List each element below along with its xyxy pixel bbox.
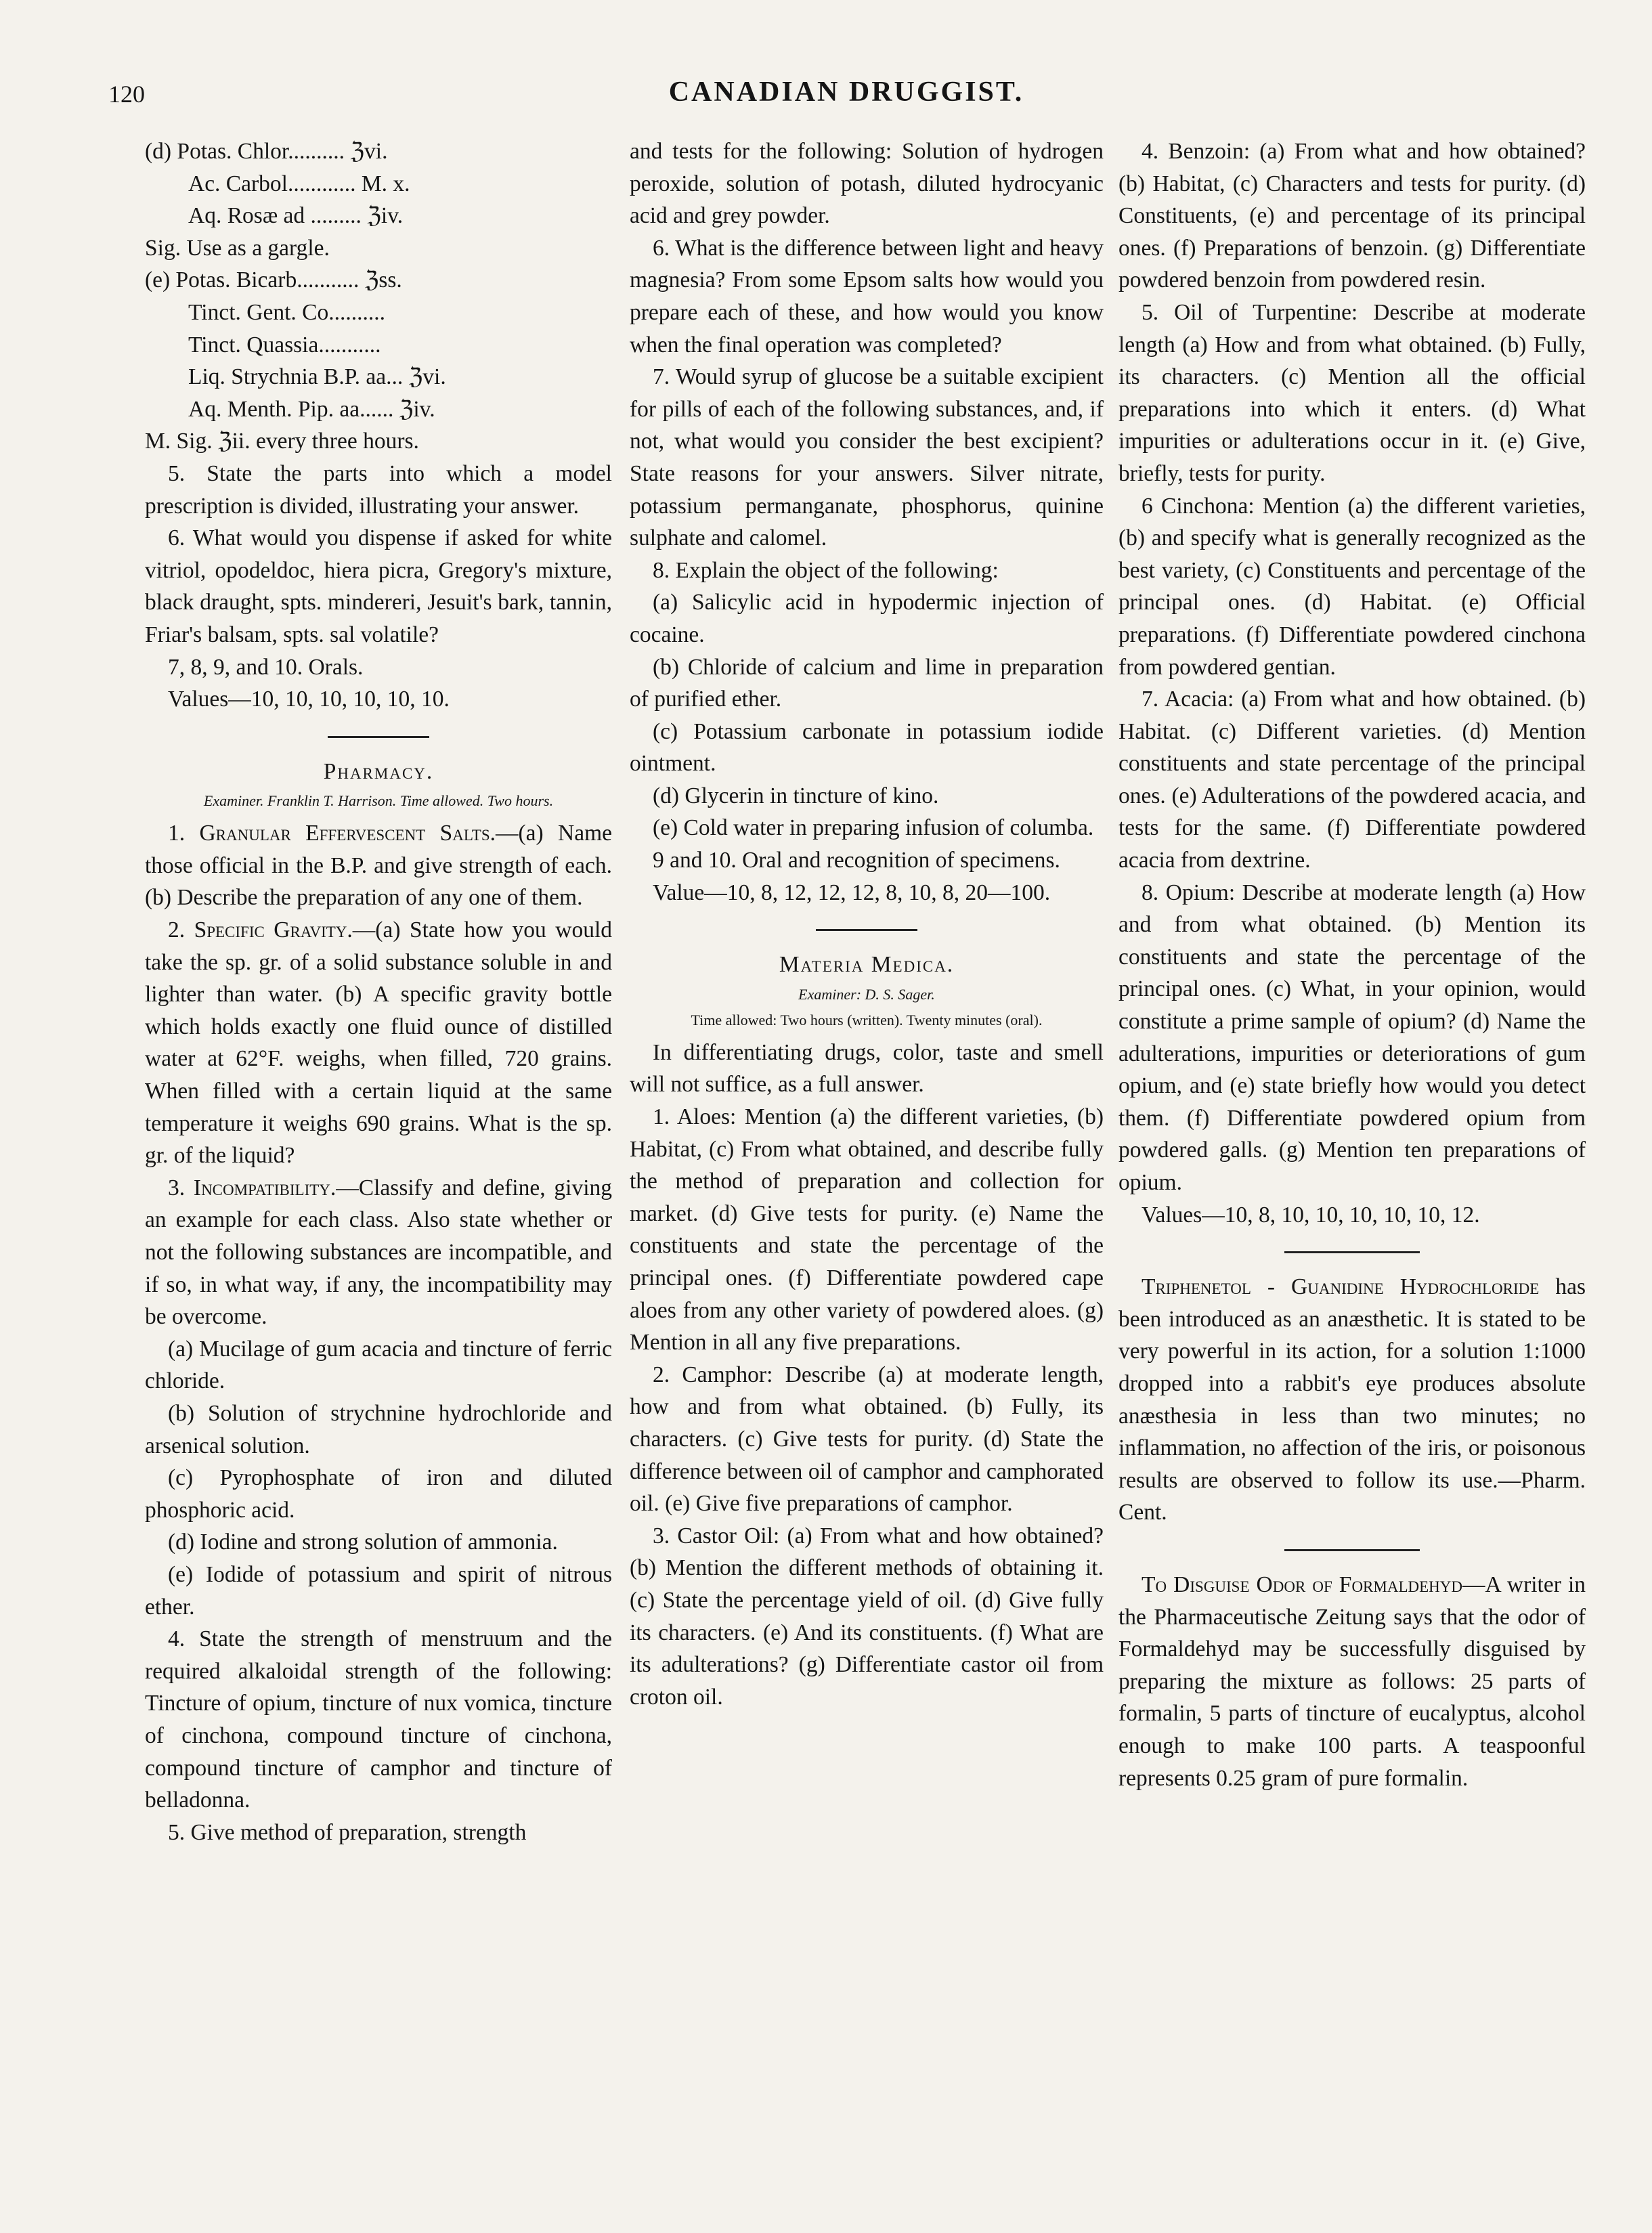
rx-line: Aq. Rosæ ad ......... ℨiv.: [188, 203, 404, 229]
sub-item: (d) Iodine and strong solution of ammonia.: [168, 1530, 558, 1555]
running-title: CANADIAN DRUGGIST.: [668, 77, 1024, 108]
sub-item: (b) Chloride of calcium and lime in preparation of purified ether.: [630, 654, 1104, 712]
rx-line: Tinct. Gent. Co..........: [188, 299, 385, 325]
pharmacy-question-5: 5. Give method of preparation, strength: [168, 1819, 527, 1845]
values-line: Values—10, 8, 10, 10, 10, 10, 10, 12.: [1142, 1202, 1480, 1228]
sub-item: (a) Mucilage of gum acacia and tincture of ferric chloride.: [145, 1336, 612, 1394]
materia-question-8: 8. Opium: Describe at moderate length (a) How and from what obtained. (b) Mention its constituents and state the percentage of the principal ones. (c) What, in your opinion, would constitute a prime sample of opium? (d) Name the adulterations, impurities or deteriorations of gum opium, and (e) state briefly how would you detect them. (f) Differentiate powdered opium from powdered galls. (g) Mention ten preparations of opium.: [1118, 880, 1586, 1195]
rx-line: Sig. Use as a gargle.: [145, 235, 330, 261]
rx-line: (d) Potas. Chlor.......... ℨvi.: [145, 139, 388, 164]
materia-question-4: 4. Benzoin: (a) From what and how obtained? (b) Habitat, (c) Characters and tests for purity. (d) Constituents, (e) and percentage of its principal ones. (f) Preparations of benzoin. (g) Differentiate powdered benzoin from powdered resin.: [1118, 139, 1586, 293]
pharmacy-question-1: [145, 817, 612, 914]
pharmacy-question-4: 4. State the strength of menstruum and the required alkaloidal strength of the following: Tincture of opium, tincture of nux vomica, tincture of cinchona, compound tincture of cinchona, compound tincture of camphor and tincture of belladonna.: [145, 1626, 612, 1813]
rx-line: Ac. Carbol............ M. x.: [188, 171, 410, 196]
question-heading: 2. Specific Gravity.: [168, 917, 353, 943]
article-heading: Triphenetol - Guanidine Hydrochloride: [1142, 1274, 1540, 1300]
column-2: [630, 135, 1104, 1713]
sub-item: (b) Solution of strychnine hydrochloride and arsenical solution.: [145, 1400, 612, 1458]
column-1: [145, 135, 612, 1848]
materia-question-5: 5. Oil of Turpentine: Describe at moderate length (a) How and from what obtained. (b) Fully, its characters. (c) Mention all the official preparations into which it enters. (d) What impurities or adulterations occur in it. (e) Give, briefly, tests for purity.: [1118, 299, 1586, 486]
orals-note: 7, 8, 9, and 10. Orals.: [168, 654, 364, 680]
question-5-continued: and tests for the following: Solution of hydrogen peroxide, solution of potash, diluted hydrocyanic acid and grey powder.: [630, 139, 1104, 229]
prescription-e: [145, 264, 612, 458]
article-text: has been introduced as an anæsthetic. It is stated to be very powerful in its action, for a solution 1:1000 dropped into a rabbit's eye produces absolute anæsthesia in less than two minutes; no inflammation, no affection of the iris, or poisonous results are observed to follow its use.—Pharm. Cent.: [1118, 1274, 1586, 1525]
materia-question-7: 7. Acacia: (a) From what and how obtained. (b) Habitat. (c) Different varieties. (d) Mention constituents and state percentage of the principal ones. (e) Adulterations of the powdered acacia, and tests for the same. (f) Differentiate powdered acacia from dextrine.: [1118, 687, 1586, 873]
rx-line: (e) Potas. Bicarb........... ℨss.: [145, 267, 402, 293]
materia-medica-intro: In differentiating drugs, color, taste and smell will not suffice, as a full answer.: [630, 1039, 1104, 1098]
section-divider: [1284, 1549, 1420, 1551]
article-text: —A writer in the Pharmaceutische Zeitung says that the odor of Formaldehyd may be successfully disguised by preparing the mixture as follows: 25 parts of formalin, 5 parts of tincture of eucalyptus, alcohol enough to make 100 parts. A teaspoonful represents 0.25 gram of pure formalin.: [1118, 1571, 1586, 1791]
pharmacy-question-3: [145, 1172, 612, 1333]
section-title-materia-medica: Materia Medica.: [779, 952, 955, 978]
materia-question-1: 1. Aloes: Mention (a) the different varieties, (b) Habitat, (c) From what obtained, and describe fully the method of preparation and collection for market. (d) Give tests for purity. (e) Name the constituents and state the percentage of the principal ones. (f) Differentiate powdered cape aloes from any other variety of powdered aloes. (g) Mention in all any five preparations.: [630, 1104, 1104, 1356]
question-text: —(a) State how you would take the sp. gr. of a solid substance soluble in and lighter than water. (b) A specific gravity bottle which holds exactly one fluid ounce of distilled water at 62°F. weighs, when filled, 720 grains. When filled with a certain liquid at the same temperature it weighs 690 grains. What is the sp. gr. of the liquid?: [145, 917, 612, 1169]
question-5: 5. State the parts into which a model prescription is divided, illustrating your answer.: [145, 460, 612, 519]
materia-question-2: 2. Camphor: Describe (a) at moderate length, how and from what obtained. (b) Fully, its characters. (c) Give tests for purity. (d) State the difference between oil of camphor and camphorated oil. (e) Give five preparations of camphor.: [630, 1362, 1104, 1517]
question-heading: 3. Incompatibility.: [168, 1175, 336, 1200]
pharmacy-question-9: 9 and 10. Oral and recognition of specimens.: [653, 848, 1060, 873]
page-number: 120: [108, 81, 145, 108]
sub-item: (a) Salicylic acid in hypodermic injection of cocaine.: [630, 590, 1104, 647]
time-allowed-line: Time allowed: Two hours (written). Twenty minutes (oral).: [691, 1011, 1043, 1028]
column-3: [1118, 135, 1586, 1794]
materia-question-6: 6 Cinchona: Mention (a) the different varieties, (b) and specify what is generally recognized as the best variety, (c) Constituents and percentage of the principal ones. (d) Habitat. (e) Official preparations. (f) Differentiate powdered cinchona from powdered gentian.: [1118, 493, 1586, 680]
rx-line: M. Sig. ℨii. every three hours.: [145, 429, 419, 454]
rx-line: Tinct. Quassia...........: [188, 332, 381, 357]
question-text: —(a) Name those official in the B.P. and give strength of each. (b) Describe the preparation of any one of them.: [145, 821, 613, 911]
sub-item: (c) Potassium carbonate in potassium iodide ointment.: [630, 718, 1104, 777]
question-heading: 1. Granular Effervescent Salts.: [168, 821, 496, 846]
page-header: [108, 76, 1584, 116]
section-divider: [328, 736, 429, 738]
values-line: Values—10, 10, 10, 10, 10, 10.: [168, 687, 450, 712]
materia-question-3: 3. Castor Oil: (a) From what and how obtained? (b) Mention the different methods of obtaining it. (c) State the percentage yield of oil. (d) Give fully its characters. (e) And its constituents. (f) What are its adulterations? (g) Differentiate castor oil from croton oil.: [630, 1523, 1104, 1710]
question-text: —Classify and define, giving an example for each class. Also state whether or not the following substances are incompatible, and if so, in what way, if any, the incompatibility may be overcome.: [145, 1175, 613, 1330]
section-divider: [1284, 1251, 1420, 1253]
article-triphenetol: [1118, 1271, 1586, 1529]
question-6: 6. What would you dispense if asked for white vitriol, opodeldoc, hiera picra, Gregory's mixture, black draught, spts. mindereri, Jesuit's bark, tannin, Friar's balsam, spts. sal volatile?: [145, 525, 612, 647]
examiner-line: Examiner. Franklin T. Harrison. Time allowed. Two hours.: [203, 792, 554, 810]
pharmacy-question-6: 6. What is the difference between light and heavy magnesia? From some Epsom salts how would you prepare each of these, and how would you know when the final operation was completed?: [630, 235, 1104, 357]
sub-item: (e) Iodide of potassium and spirit of nitrous ether.: [145, 1561, 612, 1620]
values-line: Value—10, 8, 12, 12, 12, 8, 10, 8, 20—100.: [653, 880, 1051, 905]
rx-line: Aq. Menth. Pip. aa...... ℨiv.: [188, 396, 435, 422]
article-heading: To Disguise Odor of Formaldehyd: [1142, 1571, 1462, 1597]
rx-line: Liq. Strychnia B.P. aa... ℨvi.: [188, 364, 446, 390]
section-title-pharmacy: Pharmacy.: [323, 758, 434, 784]
sub-item: (e) Cold water in preparing infusion of columba.: [653, 815, 1094, 841]
pharmacy-question-2: [145, 914, 612, 1172]
sub-item: (c) Pyrophosphate of iron and diluted phosphoric acid.: [145, 1465, 612, 1523]
pharmacy-question-8: 8. Explain the object of the following:: [653, 557, 999, 583]
prescription-d: [145, 135, 612, 264]
sub-item: (d) Glycerin in tincture of kino.: [653, 783, 939, 808]
article-formaldehyd: [1118, 1569, 1586, 1794]
examiner-line: Examiner: D. S. Sager.: [798, 985, 935, 1003]
section-divider: [816, 929, 917, 931]
pharmacy-question-7: 7. Would syrup of glucose be a suitable excipient for pills of each of the following substances, and, if not, what would you consider the best excipient? State reasons for your answers. Silver nitrate, potassium permanganate, phosphorus, quinine sulphate and calomel.: [630, 364, 1104, 551]
